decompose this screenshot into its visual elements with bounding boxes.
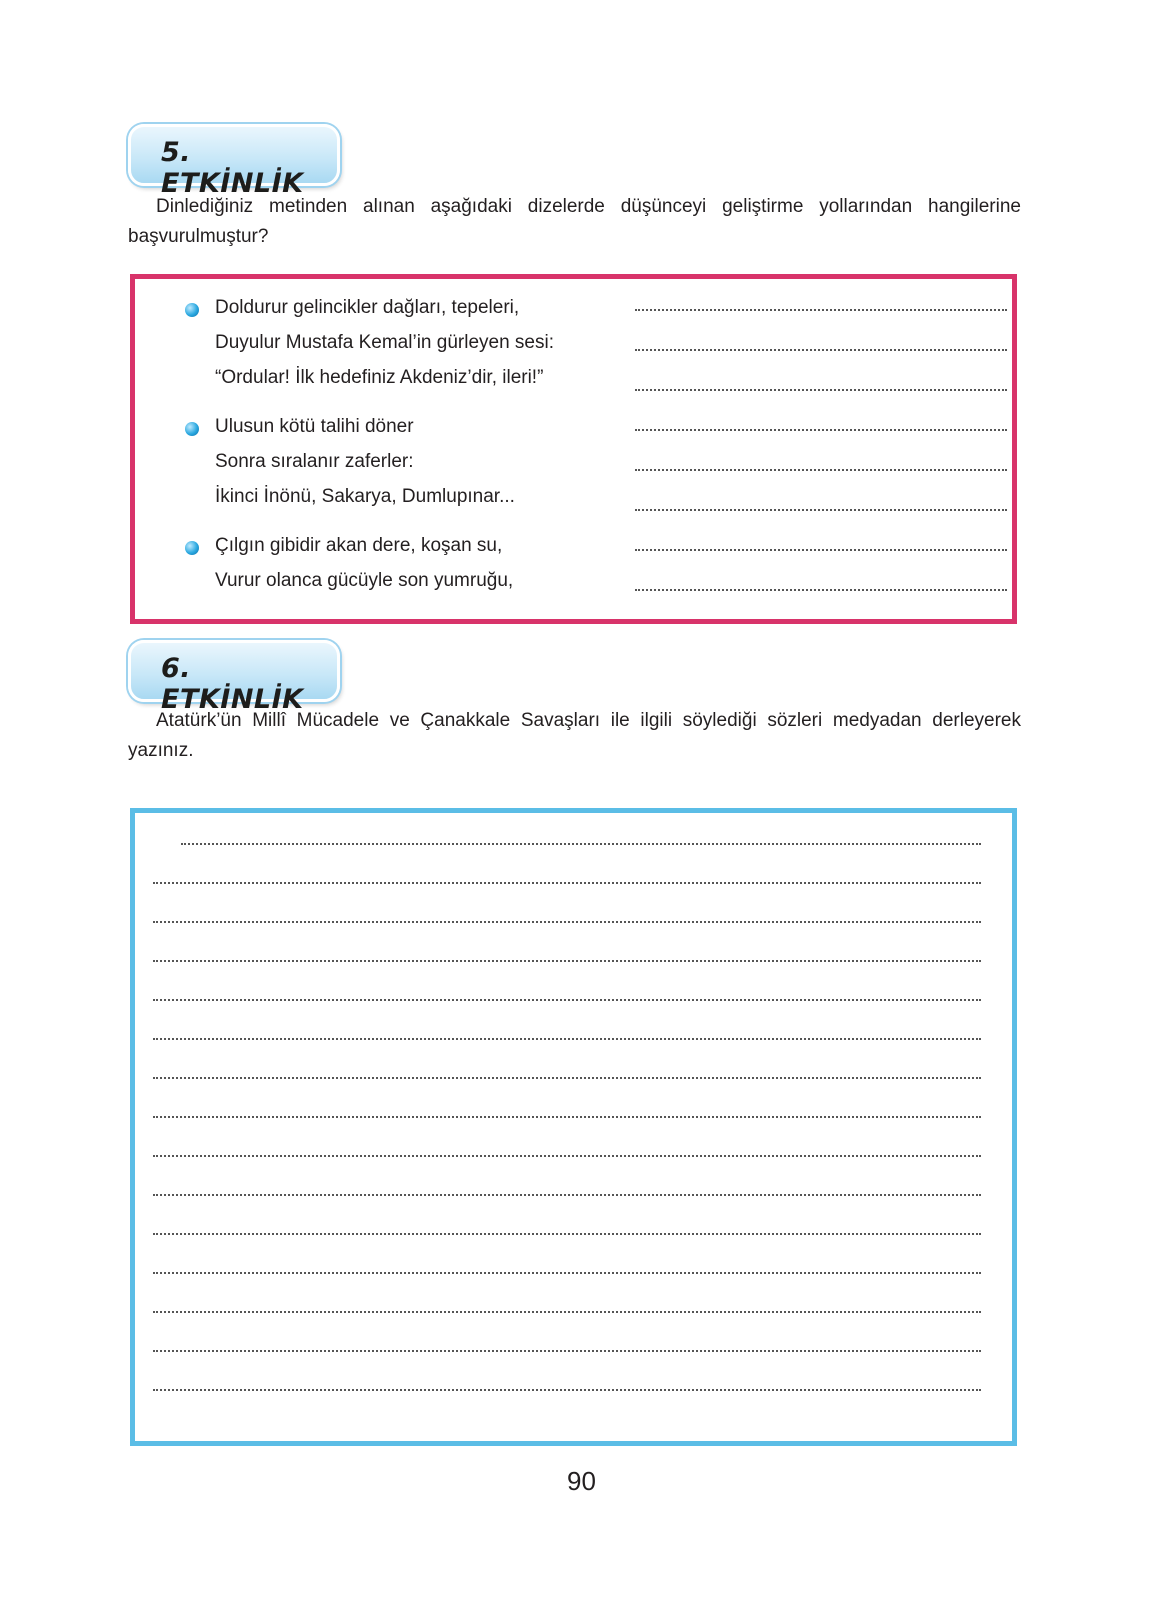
activity-5-frame [130, 274, 1017, 624]
bullet-icon [185, 541, 199, 555]
answer-line[interactable] [635, 349, 1007, 351]
writing-line[interactable] [153, 1272, 981, 1274]
writing-line[interactable] [153, 921, 981, 923]
writing-line[interactable] [153, 1350, 981, 1352]
poem-line: Sonra sıralanır zaferler: [215, 451, 414, 472]
writing-line[interactable] [153, 1038, 981, 1040]
poem-line: Doldurur gelincikler dağları, tepeleri, [215, 297, 520, 318]
poem-line: “Ordular! İlk hedefiniz Akdeniz’dir, ileri!” [215, 367, 544, 388]
answer-line[interactable] [635, 589, 1007, 591]
page-number: 90 [567, 1466, 596, 1496]
writing-line[interactable] [153, 1194, 981, 1196]
bullet-icon [185, 422, 199, 436]
answer-line[interactable] [635, 429, 1007, 431]
activity-6-badge [128, 640, 340, 715]
writing-line[interactable] [153, 999, 981, 1001]
writing-line[interactable] [153, 960, 981, 962]
writing-line[interactable] [153, 1155, 981, 1157]
activity-5-badge [128, 124, 340, 199]
poem-line: Ulusun kötü talihi döner [215, 416, 414, 437]
writing-line[interactable] [153, 1077, 981, 1079]
writing-line[interactable] [181, 843, 981, 845]
answer-line[interactable] [635, 389, 1007, 391]
activity-6-frame [130, 808, 1017, 1446]
writing-line[interactable] [153, 882, 981, 884]
poem-line: Vurur olanca gücüyle son yumruğu, [215, 570, 514, 591]
answer-line[interactable] [635, 509, 1007, 511]
writing-line[interactable] [153, 1233, 981, 1235]
poem-line: Çılgın gibidir akan dere, koşan su, [215, 535, 503, 556]
activity-6-title: 6. ETKİNLİK [161, 653, 304, 715]
activity-5-instruction: Dinlediğiniz metinden alınan aşağıdaki dizelerde düşünceyi geliştirme yollarından hangilerine başvurulmuştur? [128, 196, 1021, 247]
poem-line: İkinci İnönü, Sakarya, Dumlupınar... [215, 486, 515, 507]
answer-line[interactable] [635, 549, 1007, 551]
answer-line[interactable] [635, 309, 1007, 311]
bullet-icon [185, 303, 199, 317]
answer-line[interactable] [635, 469, 1007, 471]
writing-line[interactable] [153, 1116, 981, 1118]
writing-line[interactable] [153, 1311, 981, 1313]
activity-6-instruction: Atatürk’ün Millî Mücadele ve Çanakkale Savaşları ile ilgili söylediği sözleri medyadan derleyerek yazınız. [128, 710, 1021, 761]
poem-line: Duyulur Mustafa Kemal’in gürleyen sesi: [215, 332, 554, 353]
writing-line[interactable] [153, 1389, 981, 1391]
activity-5-title: 5. ETKİNLİK [161, 137, 304, 199]
